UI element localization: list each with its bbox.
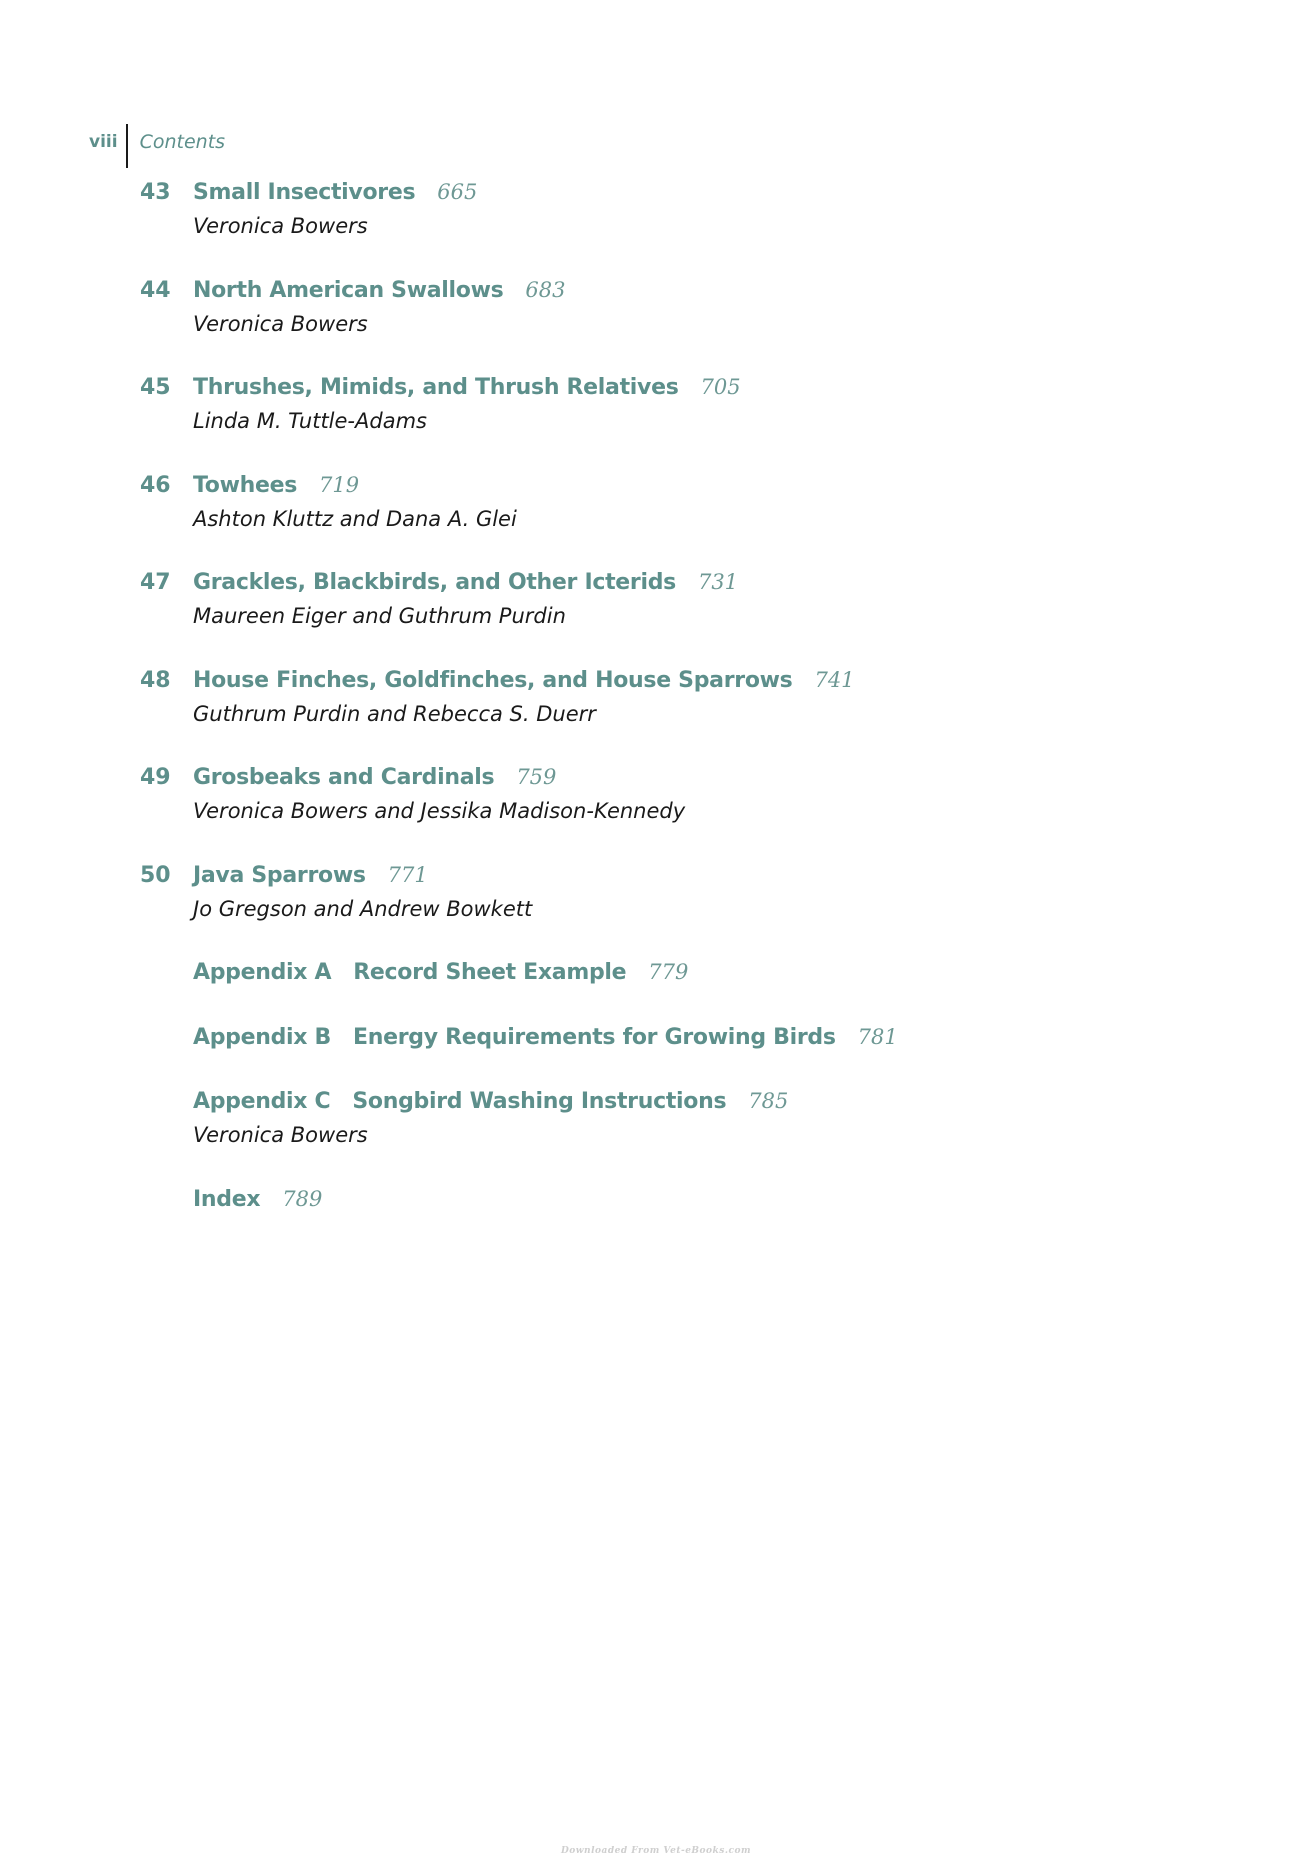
chapter-page: 731 xyxy=(697,570,739,594)
toc-entry-50[interactable] xyxy=(140,863,1200,961)
chapter-title[interactable]: Grosbeaks and Cardinals xyxy=(193,765,495,790)
chapter-page: 719 xyxy=(319,472,360,497)
toc-entry-47[interactable] xyxy=(140,570,1200,668)
toc-entry-43[interactable] xyxy=(140,180,1200,278)
chapter-number: 50 xyxy=(140,862,171,888)
chapter-title-line xyxy=(193,863,428,888)
toc-entry-46[interactable] xyxy=(140,473,1200,571)
toc-entry-44[interactable] xyxy=(140,278,1200,376)
chapter-author: Linda M. Tuttle-Adams xyxy=(193,409,427,433)
table-of-contents xyxy=(140,180,1200,1251)
chapter-author: Guthrum Purdin and Rebecca S. Duerr xyxy=(193,701,596,726)
toc-appendix-a[interactable] xyxy=(140,960,1200,1025)
download-watermark: Downloaded From Vet-eBooks.com xyxy=(561,1846,751,1856)
chapter-title-line xyxy=(193,473,359,498)
chapter-author: Jo Gregson and Andrew Bowkett xyxy=(193,896,533,921)
chapter-author: Veronica Bowers and Jessika Madison-Kennedy xyxy=(193,799,686,823)
running-head-label: Contents xyxy=(139,131,226,153)
toc-entry-49[interactable] xyxy=(140,765,1200,863)
toc-appendix-b[interactable] xyxy=(140,1025,1200,1090)
index-page: 789 xyxy=(282,1186,323,1211)
running-head xyxy=(89,124,225,168)
appendix-page: 781 xyxy=(857,1024,898,1049)
chapter-title-line xyxy=(193,278,566,303)
appendix-title[interactable]: Record Sheet Example xyxy=(353,960,627,985)
toc-entry-45[interactable] xyxy=(140,375,1200,473)
chapter-number: 49 xyxy=(140,765,171,790)
chapter-number: 43 xyxy=(140,180,171,205)
chapter-author: Veronica Bowers xyxy=(193,214,368,238)
chapter-page: 759 xyxy=(516,765,557,789)
chapter-title[interactable]: Java Sparrows xyxy=(193,862,366,888)
appendix-title[interactable]: Energy Requirements for Growing Birds xyxy=(353,1024,836,1050)
chapter-author: Ashton Kluttz and Dana A. Glei xyxy=(193,506,517,531)
appendix-label: Appendix B xyxy=(193,1024,332,1050)
chapter-title-line xyxy=(193,180,477,205)
appendix-page: 785 xyxy=(748,1089,789,1113)
chapter-number: 46 xyxy=(140,472,171,498)
chapter-author: Veronica Bowers xyxy=(193,311,368,336)
appendix-title-line xyxy=(193,960,688,985)
chapter-title-line xyxy=(193,570,738,595)
appendix-page: 779 xyxy=(648,960,689,984)
chapter-title-line xyxy=(193,668,855,693)
toc-entry-48[interactable] xyxy=(140,668,1200,766)
appendix-label: Appendix A xyxy=(193,960,332,985)
chapter-title[interactable]: Grackles, Blackbirds, and Other Icterids xyxy=(193,570,676,595)
chapter-title[interactable]: House Finches, Goldfinches, and House Sparrows xyxy=(193,667,793,693)
appendix-author: Veronica Bowers xyxy=(193,1123,368,1147)
chapter-title[interactable]: Thrushes, Mimids, and Thrush Relatives xyxy=(193,375,679,400)
toc-index[interactable] xyxy=(140,1187,1200,1252)
index-title-line xyxy=(193,1187,322,1212)
chapter-number: 45 xyxy=(140,375,171,400)
appendix-title[interactable]: Songbird Washing Instructions xyxy=(352,1089,727,1114)
chapter-number: 44 xyxy=(140,277,171,303)
page-folio: viii xyxy=(89,132,118,152)
chapter-title[interactable]: Small Insectivores xyxy=(193,180,416,205)
appendix-label: Appendix C xyxy=(193,1089,331,1114)
chapter-title-line xyxy=(193,765,556,790)
chapter-page: 741 xyxy=(814,667,855,692)
chapter-page: 705 xyxy=(700,375,741,399)
chapter-title[interactable]: Towhees xyxy=(193,472,298,498)
chapter-author: Maureen Eiger and Guthrum Purdin xyxy=(193,604,566,628)
appendix-title-line xyxy=(193,1089,788,1114)
chapter-title[interactable]: North American Swallows xyxy=(193,277,504,303)
chapter-page: 683 xyxy=(525,277,566,302)
index-title[interactable]: Index xyxy=(193,1186,261,1212)
chapter-title-line xyxy=(193,375,741,400)
chapter-number: 47 xyxy=(140,570,171,595)
toc-appendix-c[interactable] xyxy=(140,1089,1200,1187)
chapter-page: 665 xyxy=(437,180,478,204)
chapter-number: 48 xyxy=(140,667,171,693)
appendix-title-line xyxy=(193,1025,898,1050)
chapter-page: 771 xyxy=(387,862,428,887)
